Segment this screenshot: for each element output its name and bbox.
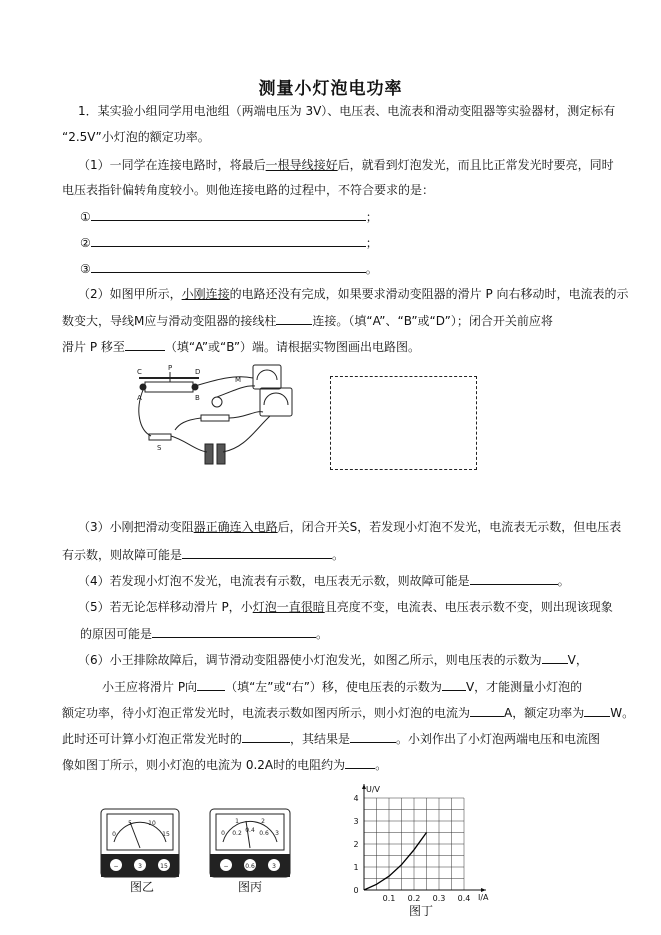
y-tick-label: 2: [353, 840, 359, 849]
text: 。: [557, 574, 570, 588]
text: ；: [365, 210, 378, 224]
y-tick-label: 4: [353, 794, 359, 803]
text: （1）一同学在连接电路时，将最后: [78, 158, 266, 172]
scale-label: 0.2: [232, 830, 242, 837]
text: 且亮度不变，电流表、电压表示数不变，则出现该现象: [324, 600, 613, 614]
scale-label: 0.6: [259, 830, 269, 837]
text: （6）小王排除故障后，调节滑动变阻器使小灯泡发光，如图乙所示，则电压表的示数为: [78, 653, 542, 667]
p5-line1: [78, 599, 613, 615]
answer-blank[interactable]: [125, 338, 165, 351]
text: 。小刘作出了小灯泡两端电压和电流图: [396, 732, 601, 746]
text: 像如图丁所示，则小灯泡的电流为 0.2A时的电阻约为: [62, 758, 346, 772]
text: （4）若发现小灯泡不发光，电流表有示数，电压表无示数，则故障可能是: [78, 574, 470, 588]
answer-blank[interactable]: [91, 234, 366, 247]
x-tick-label: 0.2: [407, 894, 421, 903]
page-title: 测量小灯泡电功率: [258, 79, 403, 99]
circuit-label: C: [137, 368, 142, 376]
p1-line1: [78, 157, 614, 173]
figure-caption-yi: 图乙: [130, 880, 155, 894]
answer-blank[interactable]: [242, 730, 290, 743]
text: 后，闭合开关S，若发现小灯泡不发光，电流表无示数，但电压表: [277, 520, 622, 534]
wire: [171, 436, 207, 452]
wire: [223, 416, 270, 452]
p1-blank-3: [80, 260, 378, 277]
y-tick-label: 0: [353, 886, 359, 895]
text: 后，就看到灯泡发光，而且比正常发光时要亮，同时: [337, 158, 614, 172]
answer-blank[interactable]: [91, 208, 366, 221]
text: ③: [80, 262, 91, 276]
wire: [195, 377, 253, 386]
dial: [264, 393, 288, 405]
y-tick-label: 3: [353, 817, 359, 826]
x-axis-label: I/A: [478, 893, 489, 902]
rheostat: [145, 382, 193, 392]
circuit-label: S: [157, 444, 162, 452]
q1-line2: “2.5V”小灯泡的额定功率。: [62, 130, 210, 144]
text: ，其结果是: [290, 732, 351, 746]
p1-line2: 电压表指针偏转角度较小。则他连接电路的过程中，不符合要求的是：: [62, 183, 435, 197]
x-tick-label: 0.4: [457, 894, 471, 903]
text: （2）如图甲所示，: [78, 287, 182, 301]
scale-label: 15: [162, 831, 170, 838]
dial: [257, 370, 277, 380]
p5-line2: [80, 625, 328, 642]
text: 。: [375, 758, 388, 772]
text: ②: [80, 236, 91, 250]
circuit-label: A: [137, 394, 142, 402]
x-tick-label: 0.3: [432, 894, 446, 903]
p6-line1: [78, 651, 588, 668]
circuit-figure: [135, 360, 305, 470]
text: V，才能测量小灯泡的: [465, 680, 583, 694]
answer-blank[interactable]: [345, 756, 375, 769]
text: （5）若无论怎样移动滑片 P，小: [78, 600, 253, 614]
text: （3）小刚把滑动变阻: [78, 520, 194, 534]
text: 数变大，导线M应与滑动变阻器的接线柱: [62, 314, 277, 328]
figure-caption-ding: 图丁: [409, 904, 434, 918]
circuit-diagram-answer-box[interactable]: [330, 376, 477, 470]
terminal: [140, 384, 146, 390]
p2-line1: [78, 286, 629, 302]
x-tick-label: 0.1: [382, 894, 396, 903]
text: ；: [365, 236, 378, 250]
answer-blank[interactable]: [584, 704, 610, 717]
figure-caption-bing: 图丙: [238, 880, 263, 894]
ammeter-figure-bing: [209, 808, 291, 878]
series-line: [364, 833, 427, 891]
terminal-label: 0.6: [245, 863, 255, 870]
answer-blank[interactable]: [542, 651, 568, 664]
p1-blank-2: [80, 234, 378, 251]
text-underlined: 灯泡一直很暗: [252, 600, 325, 614]
p3-line2: [62, 546, 344, 563]
circuit-label: B: [195, 394, 200, 402]
text: 此时还可计算小灯泡正常发光时的: [62, 732, 243, 746]
text: 。: [332, 548, 345, 562]
text: 。: [316, 627, 329, 641]
wire: [175, 418, 201, 430]
battery: [217, 444, 225, 464]
y-axis-label: U/V: [366, 785, 381, 794]
ui-chart: [340, 774, 500, 904]
text: 有示数，则故障可能是: [62, 548, 183, 562]
wire: [229, 412, 263, 418]
scale-label: 0.4: [245, 827, 255, 834]
answer-blank[interactable]: [197, 678, 225, 691]
answer-blank[interactable]: [152, 625, 316, 638]
terminal-label: 3: [138, 863, 142, 870]
text: 连接。（填“A”、“B”或“D”）；闭合开关前应将: [312, 314, 553, 328]
answer-blank[interactable]: [442, 678, 466, 691]
text: 额定功率，待小灯泡正常发光时，电流表示数如图丙所示，则小灯泡的电流为: [62, 706, 471, 720]
text-underlined: 器正确连入电路: [193, 520, 278, 534]
text: 的原因可能是: [80, 627, 153, 641]
p2-line3: [62, 338, 420, 355]
scale-label: 3: [275, 830, 279, 837]
answer-blank[interactable]: [470, 704, 504, 717]
text: W。: [610, 706, 635, 720]
terminal-label: −: [223, 863, 229, 870]
circuit-label: P: [168, 364, 173, 372]
text: （填“A”或“B”）端。请根据实物图画出电路图。: [164, 340, 421, 354]
voltmeter-figure-yi: [100, 808, 180, 878]
terminal-label: 15: [160, 863, 168, 870]
circuit-label: M: [235, 376, 242, 384]
text: 小王应将滑片 P向: [102, 680, 198, 694]
scale-label: 10: [148, 820, 156, 827]
text: ①: [80, 210, 91, 224]
text: 滑片 P 移至: [62, 340, 125, 354]
x-axis-arrow: [481, 888, 486, 892]
p6-line5: [62, 756, 387, 773]
terminal-label: 3: [272, 863, 276, 870]
p6-line4: [62, 730, 600, 747]
text-underlined: 一根导线接好: [265, 158, 338, 172]
scale-label: 5: [128, 820, 132, 827]
text: 的电路还没有完成，如果要求滑动变阻器的滑片 P 向右移动时，电流表的示: [229, 287, 629, 301]
answer-blank[interactable]: [350, 730, 396, 743]
p2-line2: [62, 312, 553, 329]
p6-line3: [62, 704, 634, 721]
bulb: [212, 397, 222, 407]
battery: [205, 444, 213, 464]
scale-label: 0: [221, 830, 225, 837]
answer-blank[interactable]: [91, 260, 366, 273]
text: 。: [365, 262, 378, 276]
p6-line2: [102, 678, 582, 695]
switch: [149, 434, 171, 440]
answer-blank[interactable]: [470, 572, 558, 585]
scale-label: 0: [112, 831, 116, 838]
wire: [217, 386, 255, 397]
text: A，额定功率为: [504, 706, 585, 720]
answer-blank[interactable]: [276, 312, 312, 325]
scale-label: 2: [261, 818, 265, 825]
q1-line1: 1．某实验小组同学用电池组（两端电压为 3V）、电压表、电流表和滑动变阻器等实验器材，测定标有: [78, 104, 616, 118]
bulb-base: [201, 415, 229, 421]
p1-blank-1: [80, 208, 378, 225]
text: （填“左”或“右”）移，使电压表的示数为: [225, 680, 442, 694]
terminal-label: −: [113, 863, 119, 870]
answer-blank[interactable]: [182, 546, 332, 559]
p3-line1: [78, 519, 621, 535]
y-tick-label: 1: [353, 863, 359, 872]
p4-line: [78, 572, 570, 589]
scale-label: 1: [235, 818, 239, 825]
text-underlined: 小刚连接: [181, 287, 230, 301]
circuit-label: D: [195, 368, 201, 376]
text: V，: [567, 653, 588, 667]
